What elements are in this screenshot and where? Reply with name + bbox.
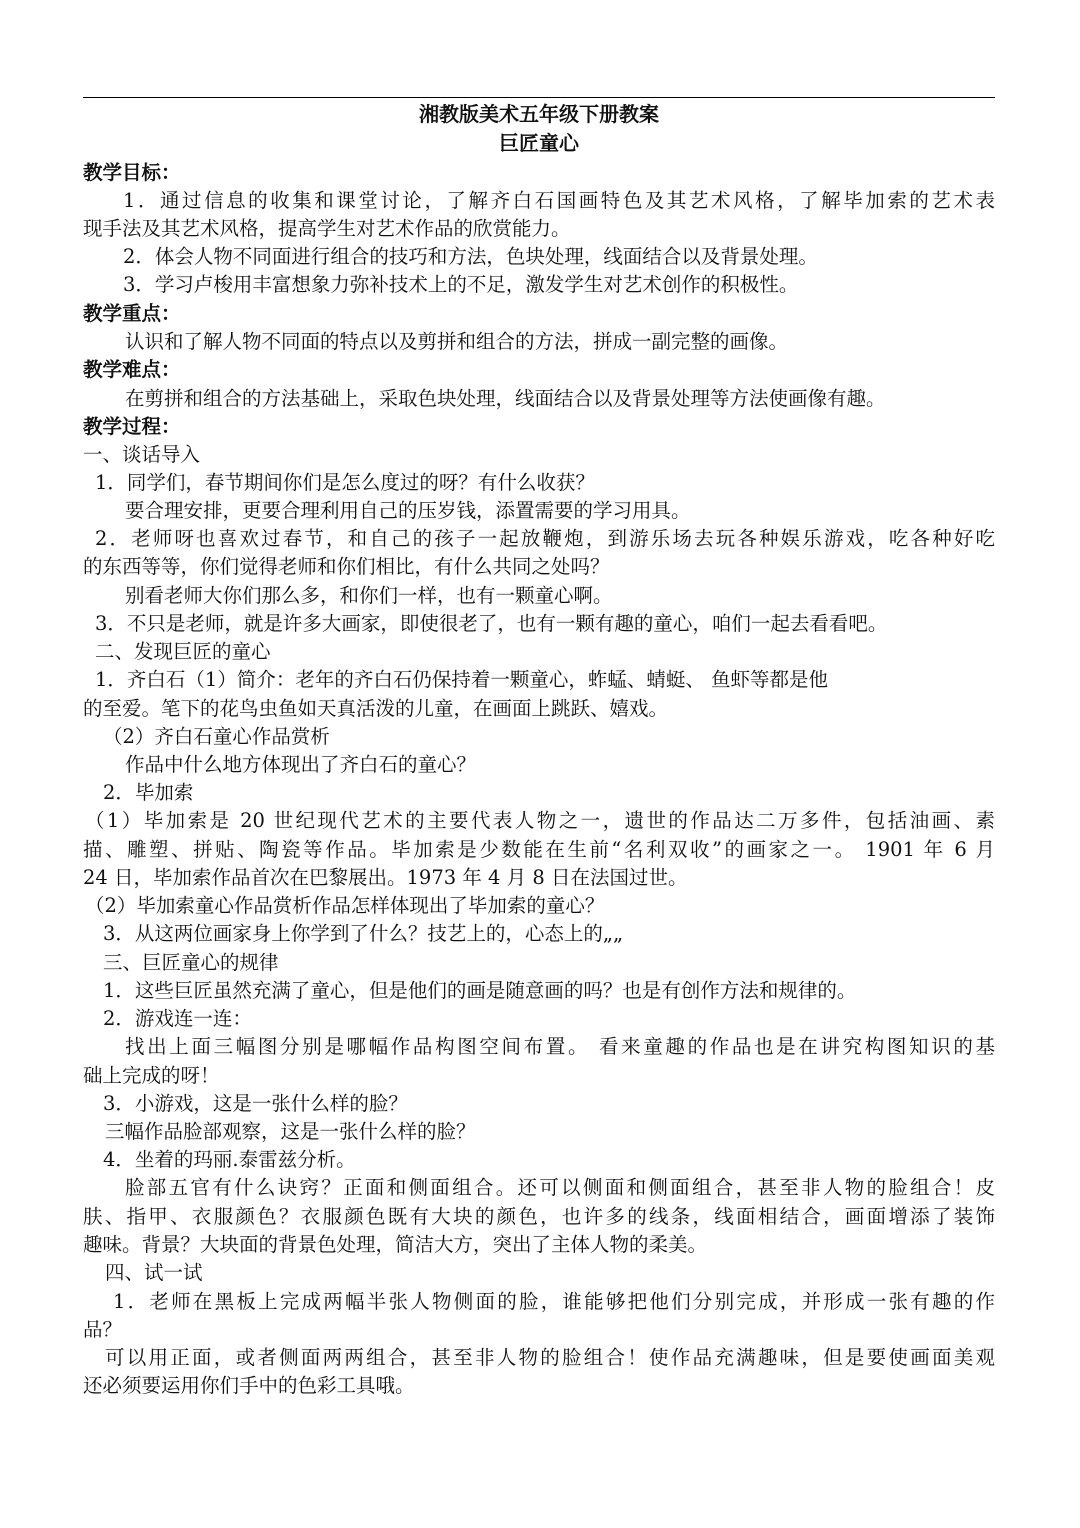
paragraph-line: （2）毕加索童心作品赏析作品怎样体现出了毕加索的童心？ [85, 894, 605, 917]
section-heading-objectives: 教学目标： [83, 161, 181, 184]
header-rule [83, 97, 995, 98]
paragraph-line: 品？ [83, 1318, 123, 1341]
paragraph-line: 找出上面三幅图分别是哪幅作品构图空间布置。 看来童趣的作品也是在讲究构图知识的基 [125, 1035, 995, 1058]
paragraph-line: 三幅作品脸部观察，这是一张什么样的脸？ [105, 1120, 476, 1143]
paragraph-line: 脸部五官有什么诀窍？正面和侧面组合。还可以侧面和侧面组合，甚至非人物的脸组合！皮 [125, 1176, 995, 1199]
paragraph-line: 还必须要运用你们手中的色彩工具哦。 [83, 1374, 415, 1397]
paragraph-line: 1．齐白石（1）简介：老年的齐白石仍保持着一颗童心，蚱蜢、蜻蜓、 鱼虾等都是他 [95, 668, 829, 691]
paragraph-line: 趣味。背景？大块面的背景色处理，简洁大方，突出了主体人物的柔美。 [83, 1233, 708, 1256]
document-title: 湘教版美术五年级下册教案 [419, 102, 659, 126]
section-heading-process: 教学过程： [83, 415, 181, 438]
paragraph-line: 别看老师大你们那么多，和你们一样，也有一颗童心啊。 [125, 584, 613, 607]
paragraph-line: 1．通过信息的收集和课堂讨论，了解齐白石国画特色及其艺术风格，了解毕加索的艺术表 [123, 189, 995, 212]
paragraph-line: 4．坐着的玛丽.泰雷兹分析。 [103, 1148, 356, 1171]
paragraph-line: 2．毕加索 [103, 781, 194, 804]
paragraph-line: 肤、指甲、衣服颜色？衣服颜色既有大块的颜色，也许多的线条，线面相结合，画面增添了装饰 [83, 1205, 995, 1228]
paragraph-line: 3．小游戏，这是一张什么样的脸？ [103, 1092, 408, 1115]
paragraph-line: 3．从这两位画家身上你学到了什么？技艺上的，心态上的„„ [103, 922, 624, 945]
section-heading-difficulties: 教学难点： [83, 358, 181, 381]
paragraph-line: 3．学习卢梭用丰富想象力弥补技术上的不足，激发学生对艺术创作的积极性。 [123, 273, 799, 296]
section-heading-key-points: 教学重点： [83, 302, 181, 325]
lesson-title: 巨匠童心 [499, 131, 579, 155]
paragraph-line: 24 日，毕加索作品首次在巴黎展出。1973 年 4 月 8 日在法国过世。 [83, 866, 688, 889]
paragraph-line: 2．老师呀也喜欢过春节，和自己的孩子一起放鞭炮，到游乐场去玩各种娱乐游戏，吃各种好吃 [95, 527, 995, 550]
paragraph-line: 1．老师在黑板上完成两幅半张人物侧面的脸，谁能够把他们分别完成，并形成一张有趣的作 [113, 1290, 995, 1313]
paragraph-line: 现手法及其艺术风格，提高学生对艺术作品的欣赏能力。 [83, 217, 571, 240]
paragraph-line: 描、雕塑、拼贴、陶瓷等作品。毕加索是少数能在生前“名利双收”的画家之一。 1901 年 6 月 [83, 838, 995, 861]
paragraph-line: （1）毕加索是 20 世纪现代艺术的主要代表人物之一，遗世的作品达二万多件，包括油画、素 [85, 809, 995, 832]
paragraph-line: 3．不只是老师，就是许多大画家，即使很老了，也有一颗有趣的童心，咱们一起去看看吧。 [95, 612, 888, 635]
paragraph-line: 1．同学们，春节期间你们是怎么度过的呀？有什么收获？ [95, 471, 595, 494]
paragraph-line: 的至爱。笔下的花鸟虫鱼如天真活泼的儿童，在画面上跳跃、嬉戏。 [83, 697, 669, 720]
paragraph-line: 2．游戏连一连： [103, 1007, 252, 1030]
paragraph-line: 可以用正面，或者侧面两两组合，甚至非人物的脸组合！使作品充满趣味，但是要使画面美观 [105, 1346, 995, 1369]
subsection-heading: 三、巨匠童心的规律 [103, 951, 279, 974]
subsection-heading: 二、发现巨匠的童心 [95, 640, 271, 663]
paragraph-line: （2）齐白石童心作品赏析 [103, 725, 330, 748]
paragraph-line: 作品中什么地方体现出了齐白石的童心？ [125, 753, 477, 776]
paragraph-line: 1．这些巨匠虽然充满了童心，但是他们的画是随意画的吗？也是有创作方法和规律的。 [103, 979, 857, 1002]
paragraph-line: 在剪拼和组合的方法基础上，采取色块处理，线面结合以及背景处理等方法使画像有趣。 [125, 387, 886, 410]
paragraph-line: 的东西等等，你们觉得老师和你们相比，有什么共同之处吗？ [83, 555, 610, 578]
paragraph-line: 认识和了解人物不同面的特点以及剪拼和组合的方法，拼成一副完整的画像。 [125, 330, 789, 353]
paragraph-line: 2．体会人物不同面进行组合的技巧和方法，色块处理，线面结合以及背景处理。 [123, 245, 818, 268]
paragraph-line: 要合理安排，更要合理利用自己的压岁钱，添置需要的学习用具。 [125, 499, 691, 522]
subsection-heading: 四、试一试 [105, 1261, 203, 1284]
subsection-heading: 一、谈话导入 [83, 443, 201, 466]
paragraph-line: 础上完成的呀！ [83, 1064, 220, 1087]
